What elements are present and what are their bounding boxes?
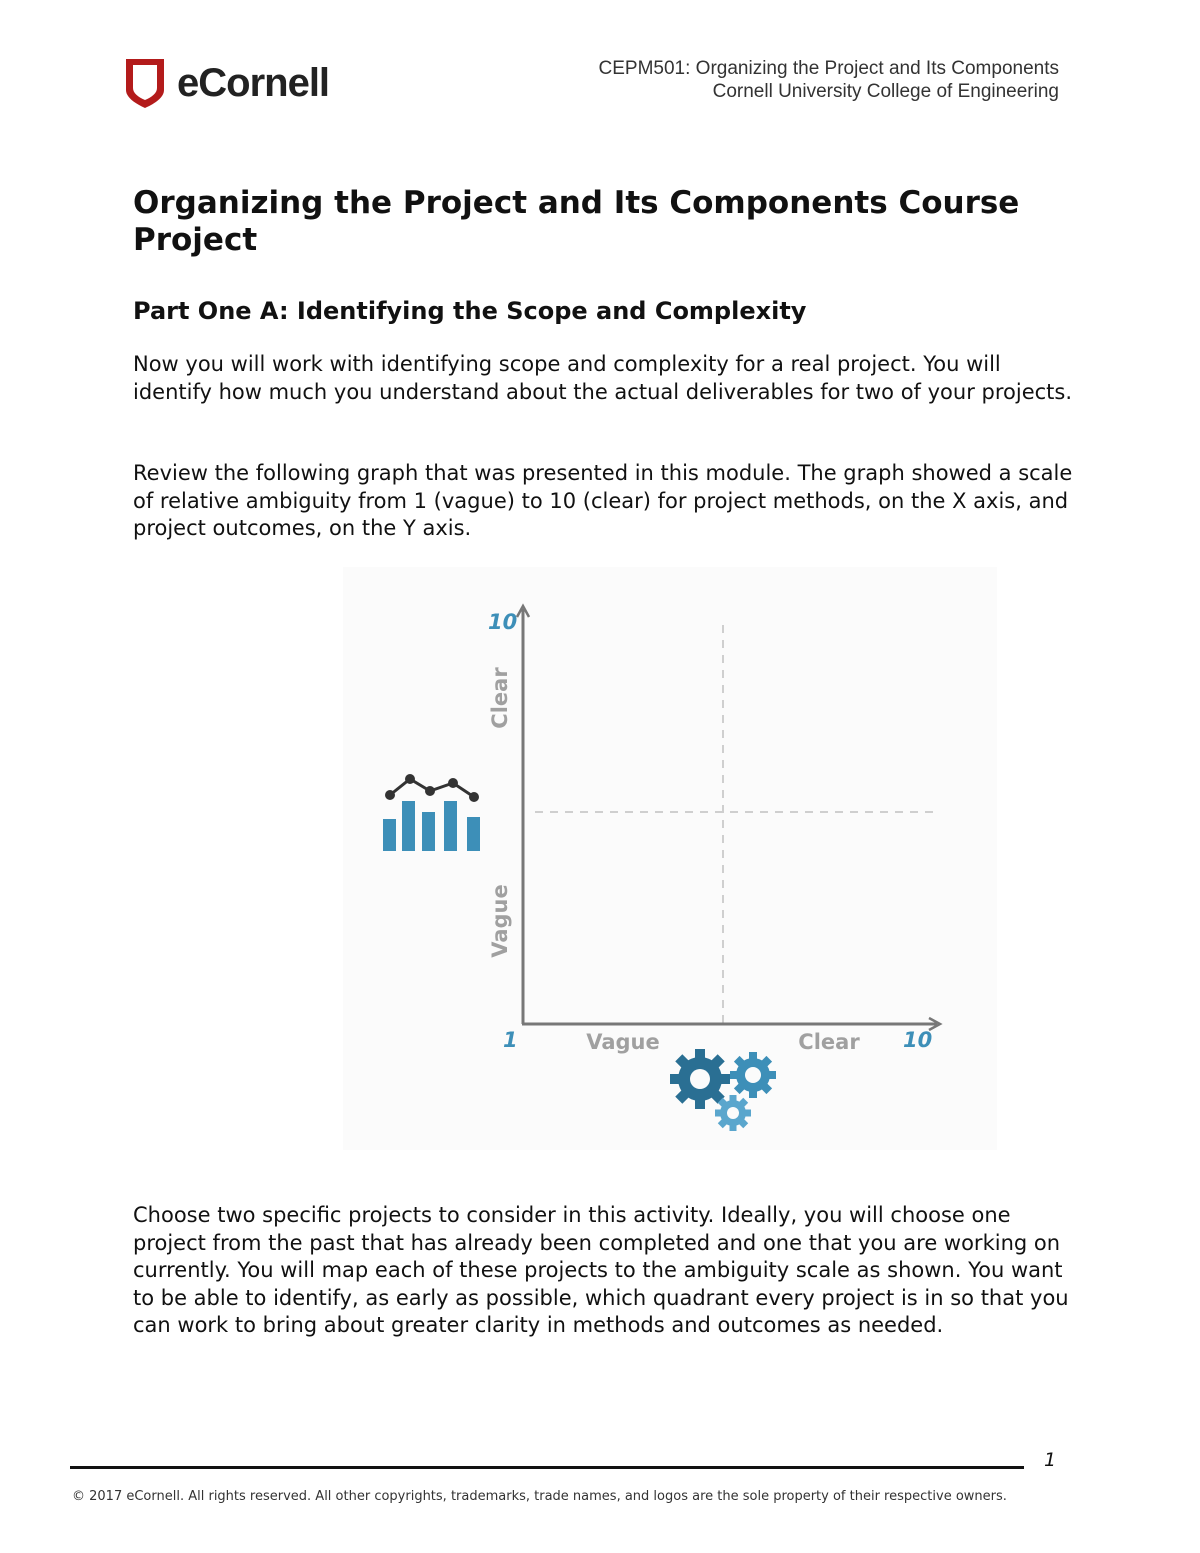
- small-gear: [715, 1095, 751, 1131]
- page-number: 1: [1044, 1449, 1057, 1471]
- shield-icon: [123, 56, 167, 110]
- x-axis-clear-label: Clear: [798, 1030, 860, 1054]
- intro-paragraph: Now you will work with identifying scope and complexity for a real project. You will identify how much you understand about the actual deliverables for two of your projects.: [133, 352, 1073, 404]
- section-heading: Part One A: Identifying the Scope and Complexity: [133, 297, 807, 325]
- logo-wordmark: eCornell: [177, 60, 330, 105]
- ecornell-logo: [123, 56, 329, 110]
- footer-divider: [70, 1466, 1024, 1469]
- document-header: [599, 57, 1059, 103]
- medium-gear: [730, 1052, 776, 1098]
- y-axis-max-label: 10: [488, 610, 518, 634]
- college-line: Cornell University College of Engineering: [712, 81, 1059, 102]
- instructions-paragraph: Choose two specific projects to consider in this activity. Ideally, you will choose one project from the past that has already been completed and one that you are working on currently. You will map each of these projects to the ambiguity scale as shown. You want to be able to identify, as early as possible, which quadrant every project is in so that you can work to bring about greater clarity in methods and outcomes as needed.: [133, 1203, 1069, 1337]
- graph-description-paragraph: Review the following graph that was presented in this module. The graph showed a scale of relative ambiguity from 1 (vague) to 10 (clear) for project methods, on the X axis, and project outcomes, on the Y axis.: [133, 461, 1073, 540]
- x-axis-vague-label: Vague: [586, 1030, 660, 1054]
- y-axis-clear-label: Clear: [488, 667, 512, 729]
- copyright-notice: © 2017 eCornell. All rights reserved. All other copyrights, trademarks, trade names, and logos are the sole property of their respective owners.: [72, 1489, 1007, 1504]
- graph-background: [343, 567, 997, 1150]
- x-axis-max-label: 10: [903, 1028, 933, 1052]
- y-axis-vague-label: Vague: [488, 884, 512, 958]
- ambiguity-graph-svg: [343, 567, 997, 1150]
- document-title: Organizing the Project and Its Components Course Project: [133, 185, 1020, 258]
- course-code-line: CEPM501: Organizing the Project and Its Components: [598, 58, 1059, 79]
- origin-label: 1: [503, 1028, 518, 1052]
- ambiguity-graph: [343, 567, 997, 1150]
